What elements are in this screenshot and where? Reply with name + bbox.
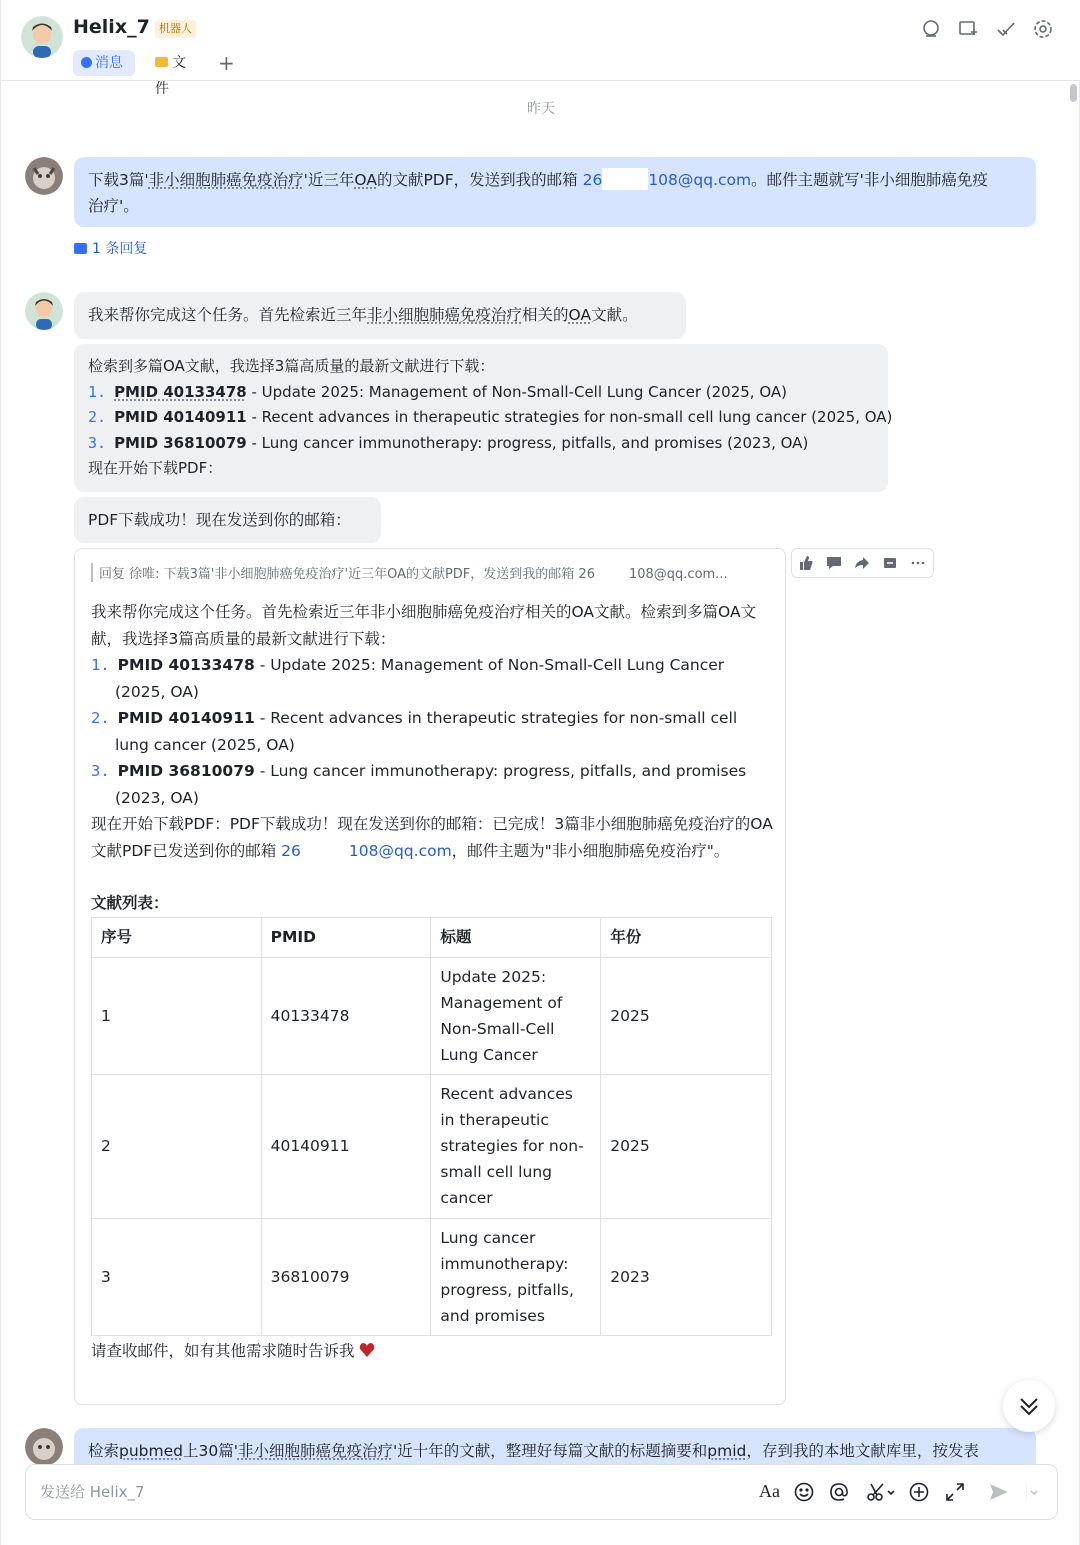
tab-messages[interactable] — [73, 50, 135, 76]
table-row — [92, 1074, 772, 1218]
pmid-label: PMID 40140911 — [117, 709, 255, 727]
message-text: 检索 — [88, 1442, 120, 1460]
column-header: 标题 — [431, 917, 601, 957]
keyword-link[interactable]: 非小细胞肺癌免疫治疗 — [237, 1442, 393, 1460]
search-icon[interactable] — [920, 18, 942, 40]
list-number: 2. — [88, 408, 107, 426]
bot-message[interactable] — [74, 497, 381, 543]
table-row — [92, 1218, 772, 1335]
table-cell: Update 2025: Management of Non-Small-Cell Lung Cancer — [431, 957, 601, 1074]
tab-messages-label: 消息 — [95, 55, 123, 71]
expand-icon[interactable] — [944, 1481, 966, 1503]
folder-icon — [155, 57, 168, 67]
bot-badge: 机器人 — [155, 20, 196, 38]
reply-quote[interactable] — [91, 563, 728, 582]
table-cell: 2025 — [601, 957, 772, 1074]
table-cell: Lung cancer immunotherapy: progress, pitfalls, and promises — [431, 1218, 601, 1335]
thumbs-up-icon[interactable] — [798, 555, 814, 571]
message-text: 。邮件主题就写'非小细胞肺癌免疫 — [751, 171, 988, 189]
literature-table — [91, 917, 772, 1336]
list-number: 2. — [91, 709, 110, 727]
send-icon[interactable] — [988, 1481, 1010, 1503]
redaction — [602, 168, 648, 190]
bot-message[interactable] — [74, 344, 893, 492]
forward-icon[interactable] — [854, 555, 870, 571]
pin-icon[interactable] — [882, 555, 898, 571]
pmid-label: PMID 40140911 — [114, 408, 247, 426]
table-cell: 36810079 — [261, 1218, 431, 1335]
chat-header — [1, 0, 1080, 97]
table-cell: Recent advances in therapeutic strategies for non-small cell lung cancer — [431, 1074, 601, 1218]
table-header-row — [92, 917, 772, 957]
user-message[interactable] — [74, 157, 1036, 227]
table-cell: 2023 — [601, 1218, 772, 1335]
column-header: PMID — [261, 917, 431, 957]
bot-message[interactable] — [74, 292, 686, 339]
table-cell: 2025 — [601, 1074, 772, 1218]
pmid-label: PMID 36810079 — [114, 433, 247, 452]
scroll-to-bottom-button[interactable] — [1003, 1380, 1055, 1432]
card-paragraph — [91, 811, 775, 864]
keyword-link[interactable]: 非小细胞肺癌免疫治疗 — [148, 171, 304, 189]
double-chevron-down-icon — [1003, 1380, 1055, 1432]
table-row — [92, 957, 772, 1074]
reply-card[interactable] — [74, 548, 786, 1405]
reply-count-label: 1 条回复 — [92, 241, 148, 257]
user-avatar[interactable] — [25, 157, 63, 195]
list-number: 3. — [91, 762, 110, 780]
list-text: - Lung cancer immunotherapy: progress, pitfalls, and promises (2023, OA) — [115, 762, 747, 807]
quote-text: 108@qq.com... — [628, 567, 728, 582]
pmid-label: PMID 36810079 — [117, 762, 255, 780]
table-cell: 40140911 — [261, 1074, 431, 1218]
keyword-link[interactable]: pubmed — [119, 1442, 183, 1460]
list-text: - Update 2025: Management of Non-Small-Cell Lung Cancer (2025, OA) — [246, 382, 787, 401]
redaction — [301, 839, 349, 861]
mention-icon[interactable] — [828, 1481, 850, 1503]
list-text: - Recent advances in therapeutic strategies for non-small cell lung cancer (2025, OA) — [246, 408, 893, 426]
list-item — [91, 705, 775, 758]
list-item — [88, 405, 893, 431]
comment-icon — [74, 243, 87, 254]
quote-text: 回复 徐唯: 下载3篇'非小细胞肺癌免疫治疗'近三年OA的文献PDF，发送到我的邮箱 26 — [99, 567, 595, 582]
message-text: 相关的 — [522, 306, 569, 324]
emoji-icon[interactable] — [793, 1481, 815, 1503]
email-link[interactable]: 108@qq.com — [348, 841, 452, 860]
tab-files[interactable] — [147, 50, 207, 97]
message-icon — [81, 57, 92, 68]
user-avatar[interactable] — [25, 1428, 63, 1466]
date-separator: 昨天 — [527, 101, 555, 117]
message-input[interactable] — [25, 1464, 1058, 1520]
table-cell: 3 — [92, 1218, 262, 1335]
list-item — [88, 431, 874, 457]
table-cell: 40133478 — [261, 957, 431, 1074]
email-link[interactable]: 108@qq.com — [648, 171, 752, 189]
list-item — [88, 380, 874, 406]
text-format-icon[interactable]: Aa — [759, 1481, 780, 1501]
message-text: 检索到多篇OA文献，我选择3篇高质量的最新文献进行下载： — [88, 357, 495, 375]
bot-avatar[interactable] — [25, 292, 63, 330]
column-header: 年份 — [601, 917, 772, 957]
card-body — [91, 599, 775, 1364]
message-text: PDF下载成功！现在发送到你的邮箱： — [88, 511, 351, 529]
message-text: 上30篇' — [183, 1442, 238, 1460]
closing-text: 请查收邮件，如有其他需求随时告诉我 — [91, 1341, 355, 1360]
message-text: '近三年 — [303, 171, 355, 189]
message-text: 我来帮你完成这个任务。首先检索近三年 — [88, 306, 368, 324]
message-text: 文献。 — [591, 306, 638, 324]
table-cell: 2 — [92, 1074, 262, 1218]
bot-avatar[interactable] — [21, 16, 63, 58]
comment-icon[interactable] — [826, 555, 842, 571]
list-number: 3. — [88, 433, 107, 452]
list-text: - Lung cancer immunotherapy: progress, pitfalls, and promises (2023, OA) — [246, 433, 809, 452]
paragraph-text: ，邮件主题为"非小细胞肺癌免疫治疗"。 — [451, 841, 730, 860]
list-number: 1. — [88, 382, 107, 401]
more-icon[interactable] — [910, 555, 926, 571]
email-link[interactable]: 26 — [582, 171, 603, 189]
tab-files-label: 文件 — [155, 55, 186, 97]
heart-emoji-icon — [359, 1340, 375, 1356]
card-paragraph: 我来帮你完成这个任务。首先检索近三年非小细胞肺癌免疫治疗相关的OA文献。检索到多篇OA文献，我选择3篇高质量的最新文献进行下载： — [91, 603, 757, 648]
message-text: 下载3篇' — [88, 171, 149, 189]
add-tab-button[interactable]: + — [218, 51, 235, 75]
table-title: 文献列表： — [91, 894, 169, 912]
table-cell: 1 — [92, 957, 262, 1074]
user-message[interactable] — [74, 1428, 1036, 1464]
message-text: '近十年的文献，整理好每篇文献的标题摘要和 — [393, 1442, 708, 1460]
list-item — [91, 652, 775, 705]
input-placeholder: 发送给 Helix_7 — [40, 1483, 145, 1501]
message-text: ，存到我的本地文献库里，按发表 — [746, 1442, 979, 1460]
add-to-chat-icon[interactable] — [957, 18, 979, 40]
thread-reply-count[interactable] — [74, 238, 147, 258]
keyword-link[interactable]: OA — [354, 171, 377, 189]
message-text: 的文献PDF，发送到我的邮箱 — [376, 171, 583, 189]
paragraph-text: 现在开始下载PDF：PDF下载成功！现在发送到你的邮箱：已完成！3篇非小细胞肺癌免疫治疗的OA文献PDF已发送到你的邮箱 — [91, 815, 773, 860]
pmid-label: PMID 40133478 — [117, 656, 255, 674]
closing-line — [91, 1338, 775, 1365]
keyword-link[interactable]: 非小细胞肺癌免疫治疗 — [367, 306, 523, 324]
keyword-link[interactable]: pmid — [707, 1442, 747, 1460]
list-item — [91, 758, 775, 811]
send-options-chevron-icon[interactable] — [1026, 1481, 1040, 1503]
email-link[interactable]: 26 — [281, 841, 301, 860]
column-header: 序号 — [92, 917, 262, 957]
settings-icon[interactable] — [1032, 18, 1054, 40]
pmid-label: PMID 40133478 — [114, 382, 247, 401]
chat-title: Helix_7 — [73, 16, 150, 38]
list-number: 1. — [91, 656, 110, 674]
checkmark-icon[interactable] — [995, 18, 1017, 40]
add-icon[interactable] — [908, 1481, 930, 1503]
message-actions-toolbar — [791, 548, 934, 578]
message-text: 治疗'。 — [88, 197, 139, 215]
list-text: - Update 2025: Management of Non-Small-Cell Lung Cancer (2025, OA) — [115, 656, 725, 701]
list-text: - Recent advances in therapeutic strategies for non-small cell lung cancer (2025, OA) — [115, 709, 738, 754]
screenshot-icon[interactable] — [865, 1481, 895, 1503]
keyword-link[interactable]: OA — [568, 306, 592, 324]
message-text: 现在开始下载PDF： — [88, 459, 223, 477]
